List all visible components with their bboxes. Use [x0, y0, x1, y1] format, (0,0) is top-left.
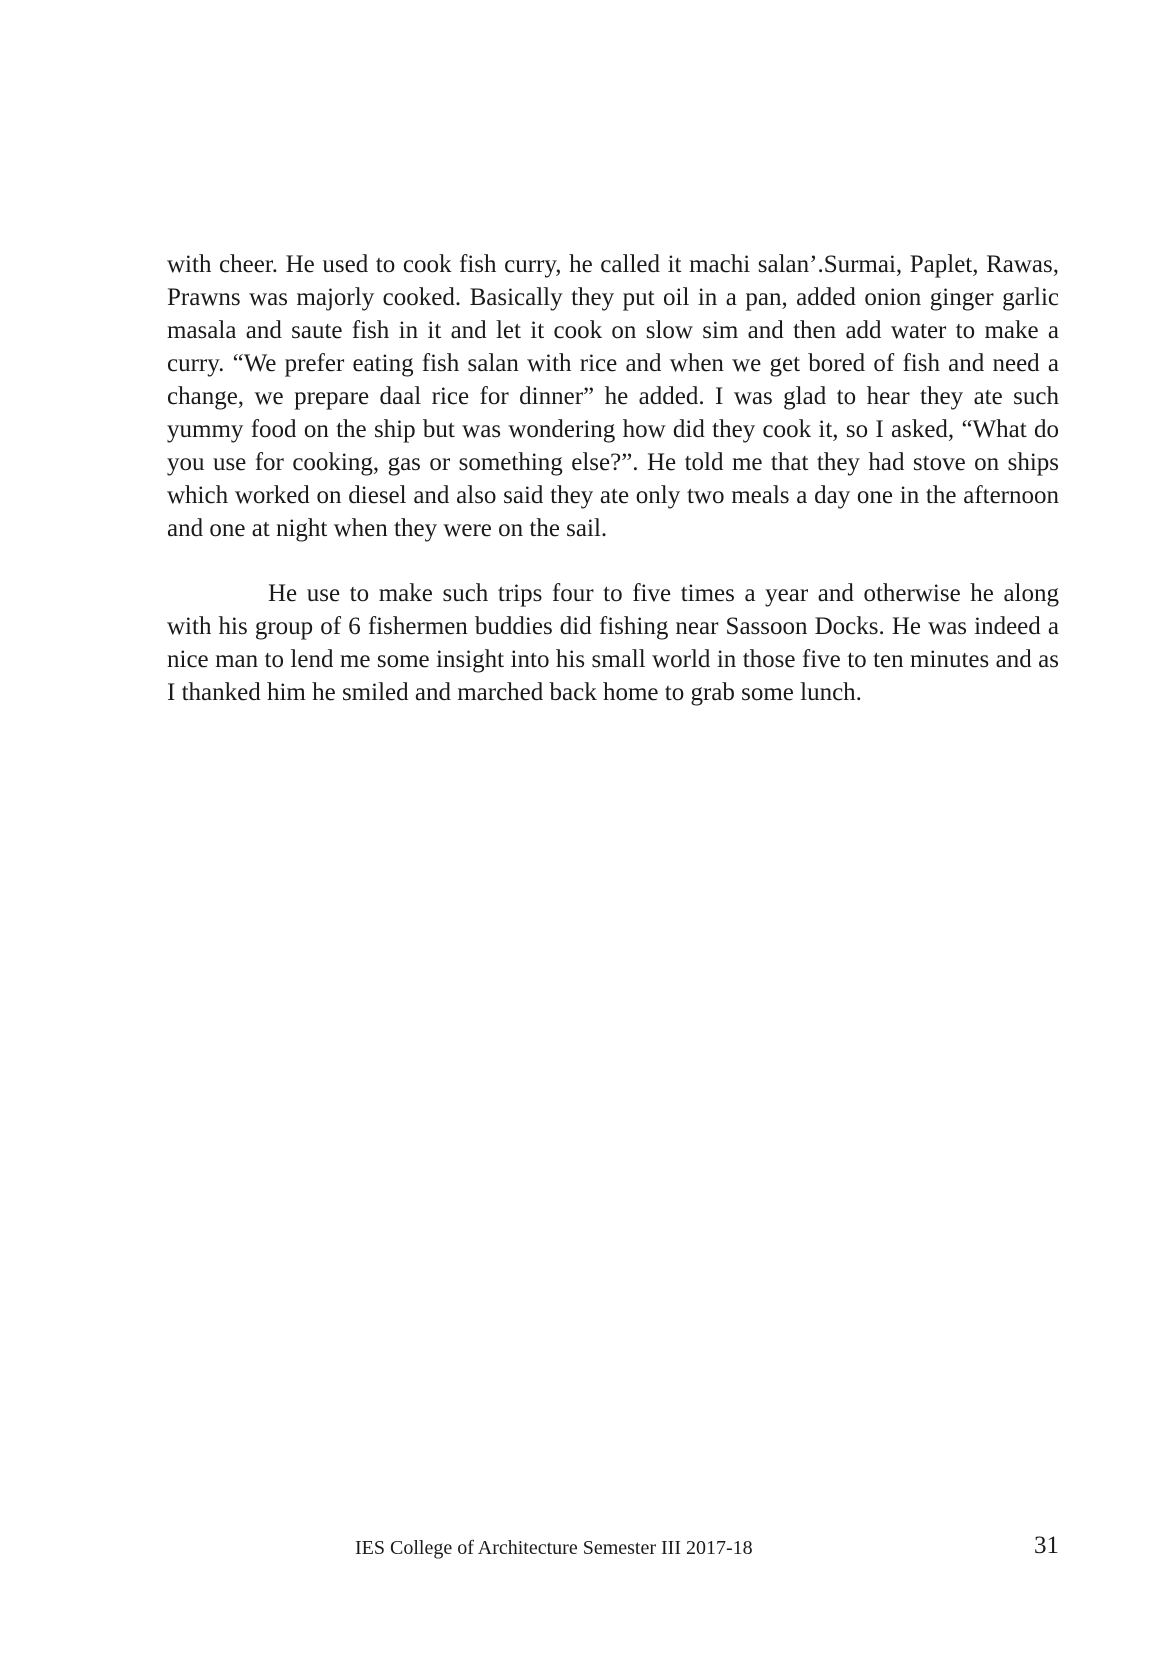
- paragraph-trips: He use to make such trips four to five times a year and otherwise he along with his group of 6 fishermen buddies did fishing near Sassoon Docks. He was indeed a nice man to lend me some insight into his small world in those five to ten minutes and as I thanked him he smiled and marched back home to grab some lunch.: [167, 580, 1059, 706]
- page-footer: IES College of Architecture Semester III 2017-18: [355, 1537, 753, 1559]
- body-text: [167, 248, 1059, 709]
- paragraph-continued: with cheer. He used to cook fish curry, he called it machi salan’.Surmai, Paplet, Rawas, Prawns was majorly cooked. Basically they put oil in a pan, added onion ginger garlic masala and saute fish in it and let it cook on slow sim and then add water to make a curry. “We prefer eating fish salan with rice and when we get bored of fish and need a change, we prepare daal rice for dinner” he added. I was glad to hear they ate such yummy food on the ship but was wondering how did they cook it, so I asked, “What do you use for cooking, gas or something else?”. He told me that they had stove on ships which worked on diesel and also said they ate only two meals a day one in the afternoon and one at night when they were on the sail.: [167, 251, 1059, 542]
- page-number: 31: [1034, 1532, 1059, 1559]
